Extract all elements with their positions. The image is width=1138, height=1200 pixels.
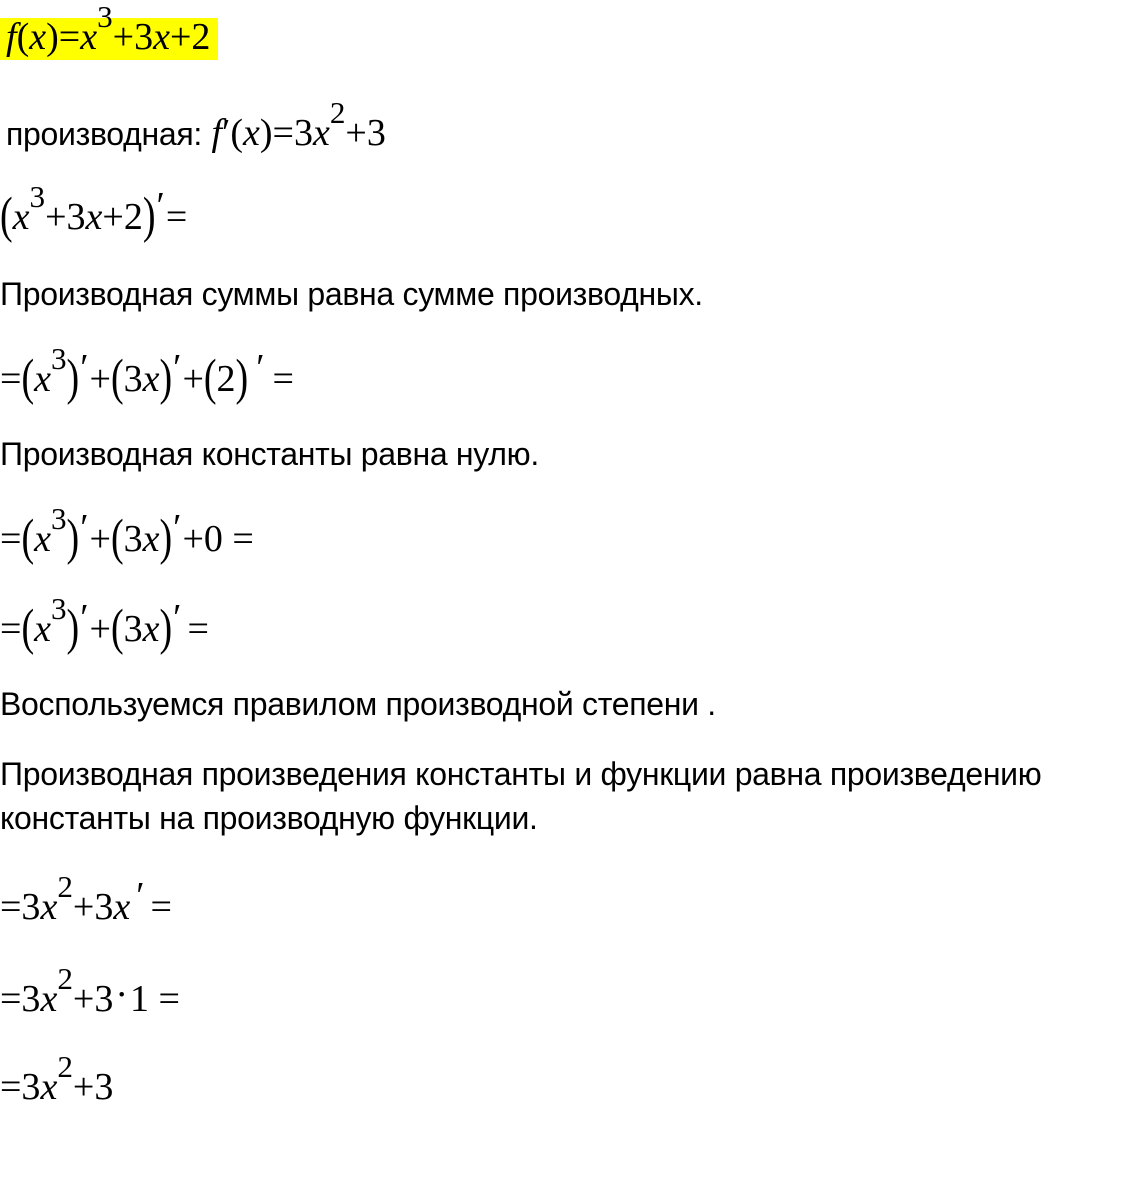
plus: + [89, 608, 111, 650]
exponent: 3 [97, 0, 113, 34]
prime-mark: ′ [173, 506, 182, 549]
const-rule-text: Производная константы равна нулю. [0, 436, 539, 472]
derivative-result [6, 94, 386, 154]
paren: ) [66, 509, 80, 567]
paren: ) [142, 187, 156, 245]
x-var: x [12, 196, 30, 238]
paren: ) [46, 16, 59, 58]
x-var: x [80, 16, 98, 58]
x-var: x [34, 358, 51, 400]
paren: ( [21, 599, 35, 657]
x-var: x [142, 608, 160, 650]
prime-mark: ′ [173, 346, 182, 389]
equals: = [150, 886, 172, 928]
term: =3 [0, 978, 41, 1020]
function-definition [0, 0, 218, 60]
term: +3 [72, 886, 114, 928]
paren: ( [21, 509, 35, 567]
x-var: x [85, 196, 103, 238]
prime-mark: ′ [173, 596, 182, 639]
exponent: 2 [57, 868, 73, 904]
paren: ) [66, 349, 80, 407]
term: +3 [345, 112, 386, 154]
product-rule-text-line-1: Производная произведения константы и функции равна произведению [0, 756, 1042, 792]
term: 1 = [129, 978, 180, 1020]
term: +2 [102, 196, 143, 238]
term: =3 [0, 1066, 41, 1108]
prime-mark: ′ [80, 506, 89, 549]
exponent: 2 [57, 1048, 73, 1084]
paren: ( [230, 112, 243, 154]
constant: 2 [216, 358, 236, 400]
equals: = [272, 358, 294, 400]
exponent: 2 [329, 94, 346, 130]
power-rule-text: Воспользуемся правилом производной степени . [0, 686, 716, 722]
term: +2 [169, 16, 211, 58]
step-2-expression [0, 340, 294, 407]
step-6-expression [0, 960, 180, 1020]
prime-mark: ′ [222, 112, 231, 154]
coefficient: 3 [123, 518, 143, 560]
x-var: x [312, 112, 330, 154]
x-var: x [34, 608, 51, 650]
final-result [0, 1048, 114, 1108]
equals: = [165, 196, 188, 238]
step-3-expression [0, 500, 254, 567]
equals: = [0, 358, 22, 400]
x-var: x [153, 16, 170, 58]
x-var: x [40, 886, 58, 928]
step-5-expression [0, 868, 172, 928]
paren: ( [21, 349, 35, 407]
prime-mark: ′ [136, 874, 145, 917]
paren: ) [235, 349, 249, 407]
equals: = [0, 518, 22, 560]
paren: ( [110, 599, 124, 657]
exponent: 2 [57, 960, 73, 996]
prime-mark: ′ [156, 184, 165, 227]
equals: =3 [272, 112, 313, 154]
paren: ( [110, 349, 124, 407]
step-1-expression [0, 178, 188, 245]
paren: ( [110, 509, 124, 567]
prime-mark: ′ [80, 346, 89, 389]
prime-mark: ′ [256, 346, 265, 389]
f-symbol: f [6, 16, 17, 58]
x-var: x [142, 518, 160, 560]
x-var: x [142, 358, 160, 400]
x-var: x [40, 1066, 58, 1108]
exponent: 3 [50, 500, 67, 536]
exponent: 3 [29, 178, 46, 214]
paren: ( [0, 187, 13, 245]
x-var: x [34, 518, 51, 560]
equals: = [58, 16, 81, 58]
x-var: x [29, 16, 47, 58]
x-var: x [40, 978, 58, 1020]
term: +3 [45, 196, 86, 238]
exponent: 3 [50, 340, 67, 376]
coefficient: 3 [123, 358, 143, 400]
f-symbol: f [211, 112, 223, 154]
term: +3 [72, 1066, 114, 1108]
exponent: 3 [50, 590, 67, 626]
x-var: x [113, 886, 131, 928]
paren: ) [159, 599, 173, 657]
term: =3 [0, 886, 41, 928]
coefficient: 3 [123, 608, 143, 650]
plus: + [182, 358, 204, 400]
paren: ) [159, 509, 173, 567]
term: +3 [112, 16, 154, 58]
paren: ( [16, 16, 30, 58]
step-4-expression [0, 590, 209, 657]
equals: = [0, 608, 22, 650]
paren: ) [159, 349, 173, 407]
plus: + [89, 518, 111, 560]
term: +0 = [182, 518, 254, 560]
multiplication-dot: · [115, 974, 128, 1017]
paren: ) [66, 599, 80, 657]
paren: ) [259, 112, 273, 154]
plus: + [89, 358, 111, 400]
prime-mark: ′ [80, 596, 89, 639]
derivative-label: производная: [6, 116, 202, 152]
equals: = [187, 608, 209, 650]
function-highlight [0, 0, 218, 60]
paren: ( [203, 349, 217, 407]
product-rule-text-line-2: константы на производную функции. [0, 800, 538, 836]
term: +3 [72, 978, 114, 1020]
sum-rule-text: Производная суммы равна сумме производных. [0, 276, 703, 312]
x-var: x [243, 112, 260, 154]
